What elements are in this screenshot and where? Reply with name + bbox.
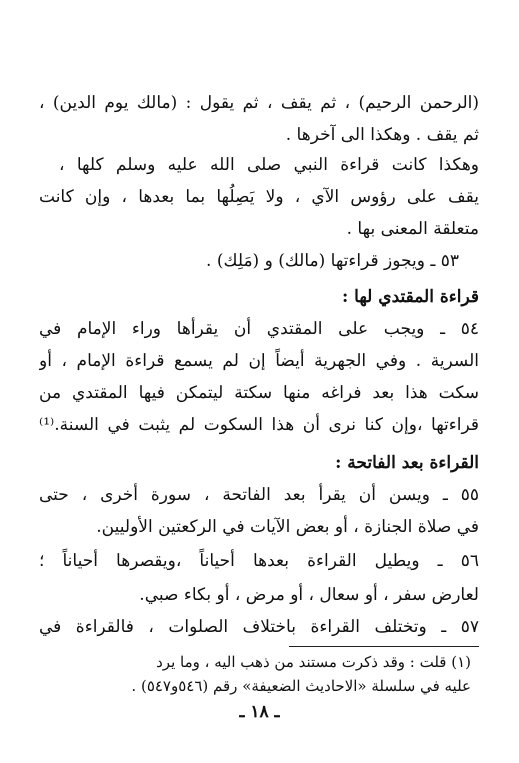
- text-line: سكت هذا بعد فراغه منها سكتة ليتمكن فيها المقتدي من: [39, 383, 479, 403]
- page-number: ـ ١٨ ـ: [239, 702, 280, 722]
- section-heading: القراءة بعد الفاتحة :: [335, 453, 479, 473]
- text-line: قراءتها ،وإن كنا نرى أن هذا السكوت لم يثبت في السنة.⁽¹⁾: [39, 415, 479, 435]
- footnote-line: (١) قلت : وقد ذكرت مستند من ذهب اليه ، وما يرد: [156, 653, 471, 671]
- footnote-divider: [289, 646, 479, 647]
- text-line: ٥٦ ـ ويطيل القراءة بعدها أحياناً ،ويقصرها أحياناً ؛: [39, 551, 479, 571]
- text-line: ثم يقف . وهكذا الى آخرها .: [285, 125, 479, 145]
- text-line: في صلاة الجنازة ، أو بعض الآيات في الركعتين الأوليين.: [96, 517, 479, 537]
- text-line: متعلقة المعنى بها .: [346, 219, 479, 239]
- text-line: ٥٤ ـ ويجب على المقتدي أن يقرأها وراء الإمام في: [39, 319, 479, 339]
- text-line: ٥٣ ـ ويجوز قراءتها (مالك) و (مَلِك) .: [206, 251, 459, 271]
- text-line: (الرحمن الرحيم) ، ثم يقف ، ثم يقول : (مالك يوم الدين) ،: [39, 93, 479, 113]
- text-line: ٥٧ ـ وتختلف القراءة باختلاف الصلوات ، فالقراءة في: [39, 617, 479, 637]
- text-line: السرية . وفي الجهرية أيضاً إن لم يسمع قراءة الإمام ، أو: [39, 351, 479, 371]
- section-heading: قراءة المقتدي لها :: [341, 287, 479, 307]
- text-line: لعارض سفر ، أو سعال ، أو مرض ، أو بكاء صبي.: [139, 585, 479, 605]
- text-line: يقف على رؤوس الآي ، ولا يَصِلُها بما بعدها ، وإن كانت: [39, 187, 479, 207]
- footnote-line: عليه في سلسلة «الاحاديث الضعيفة» رقم (٥٤٦و٥٤٧) .: [131, 677, 471, 695]
- text-line: ٥٥ ـ ويسن أن يقرأ بعد الفاتحة ، سورة أخرى ، حتى: [39, 485, 479, 505]
- text-line: وهكذا كانت قراءة النبي صلى الله عليه وسلم كلها ،: [59, 155, 479, 175]
